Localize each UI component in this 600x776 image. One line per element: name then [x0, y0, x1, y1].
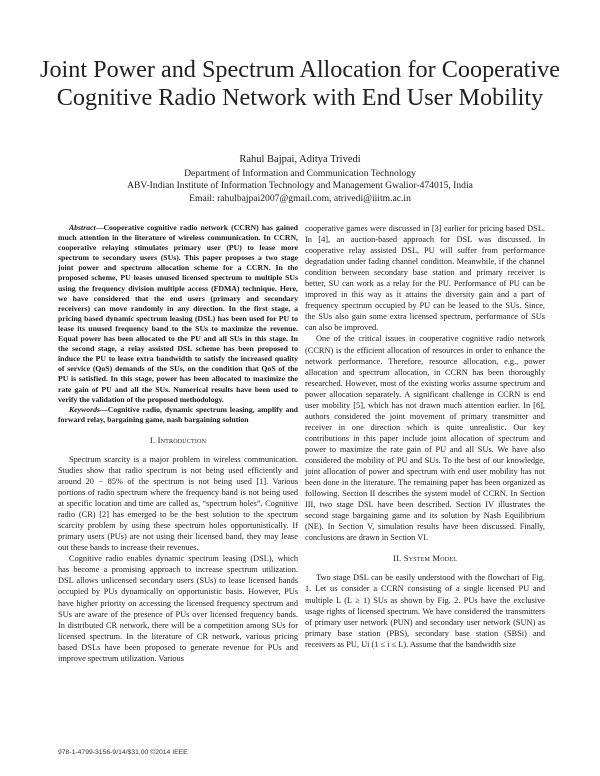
- section-heading-introduction: I. Introduction: [149, 434, 207, 445]
- keywords-text: —Cognitive radio, dynamic spectrum leasing, amplify and forward relay, bargaining game, nash bargaining solution: [58, 404, 298, 424]
- abstract-label: Abstract: [69, 223, 96, 232]
- section-heading-system-model: II. System Model: [392, 553, 458, 564]
- paper-title: Joint Power and Spectrum Allocation for Cooperative Cognitive Radio Network with End User Mobility: [40, 56, 560, 112]
- affiliation-institute: ABV-Indian Institute of Information Technology and Management Gwalior-474015, India: [127, 180, 473, 192]
- abstract: [58, 223, 298, 405]
- abstract-text: —Cooperative cognitive radio network (CCRN) has gained much attention in the literature of wireless communication. In CCRN, cooperative relaying stimulates primary user (PU) to lease more spectrum to secondary users (SUs). This paper proposes a two stage joint power and spectrum allocation scheme for a CCRN. In the proposed scheme, PU leases unused licensed spectrum to multiple SUs using the frequency division multiple access (FDMA) technique. Here, we have considered that the end users (primary and secondary receivers) can move randomly in any direction. In the first stage, a pricing based dynamic spectrum leasing (DSL) has been used for PU to lease its unused frequency band to the SUs to maximize the revenue. Equal power has been allocated to the PU and all SUs in this stage. In the second stage, a relay assisted DSL scheme has been proposed to induce the PU to lease extra bandwidth to satisfy the increased quality of service (QoS) demands of the SUs, on the condition that QoS of the PU is satisfied. In this stage, power has been allocated to maximize the rate gain of PU and all the SUs. Numerical results have been used to verify the validation of the proposed methodology.: [58, 223, 298, 404]
- system-model-paragraph: Two stage DSL can be easily understood with the flowchart of Fig. 1. Let us consider a CCRN consisting of a single licensed PU and multiple L (L ≥ 1) SUs as shown by Fig. 2. PUs have the exclusive usage rights of licensed spectrum. We have considered the transmitters of primary user network (PUN) and secondary user network (SUN) as primary base station (PBS), secondary base station (SBSi) and receivers as PU, Ui (1 ≤ i ≤ L). Assume that the bandwidth size: [305, 573, 545, 649]
- copyright-footer: 978-1-4799-3156-9/14/$31.00 ©2014 IEEE: [58, 749, 188, 756]
- left-column: [58, 223, 298, 664]
- intro-paragraph-3: cooperative games were discussed in [3] earlier for pricing based DSL. In [4], an auction-based approach for DSL was discussed. In cooperative relay assisted DSL, PU will suffer from performance degradation under fading channel condition. Meanwhile, if the channel condition between secondary base station and primary receiver is better, SU can work as a relay for the PU. Performance of PU can be improved in this way as it attains the diversity gain and a part of frequency spectrum occupied by PU can be leased to the SUs. Since, the SUs also gain some extra licensed spectrum, performance of SUs can also be improved.: [305, 224, 545, 333]
- intro-paragraph-1: Spectrum scarcity is a major problem in wireless communication. Studies show that radio spectrum is not being used efficiently and around 20 − 85% of the spectrum is not being used [1]. Various portions of radio spectrum where the frequency band is not being used at specific location and time are called as, “spectrum holes”. Cognitive radio (CR) [2] has emerged to be the best solution to the spectrum scarcity problem by using these spectrum holes opportunistically. If primary users (PUs) are not using their licensed band, they may lease out these bands to increase their revenues.: [58, 454, 298, 553]
- affiliation-department: Department of Information and Communication Technology: [184, 168, 416, 179]
- keywords: [58, 405, 298, 425]
- right-column: [305, 223, 545, 650]
- affiliation-block: [30, 168, 570, 205]
- author-names: Rahul Bajpai, Aditya Trivedi: [239, 154, 361, 165]
- author-emails: Email: rahulbajpai2007@gmail.com, atrivedi@iiitm.ac.in: [189, 192, 411, 204]
- intro-paragraph-4: One of the critical issues in cooperative cognitive radio network (CCRN) is the efficient allocation of resources in order to enhance the network performance. Therefore, resource allocation, e.g., power allocation and spectrum allocation, in CCRN has been thoroughly researched. However, most of the existing works assume spectrum and power allocation separately. A significant challenge in CCRN is end user mobility [5], which has not drawn much attention earlier. In [6], authors considered the joint movement of primary transmitter and receiver in one direction which is quite unrealistic. Our key contributions in this paper include joint allocation of spectrum and power to maximize the rate gain of PU and all SUs. We have also considered the mobility of PU and SUs. To the best of our knowledge, joint allocation of power and spectrum with end user mobility has not been done in the literature. The remaining paper has been organized as following. Section II describes the system model of CCRN. In Section III, two stage DSL have been described. Section IV illustrates the second stage bargaining game and its solution by Nash Equilibrium (NE). In Section V, simulation results have been discussed. Finally, conclusions are drawn in Section VI.: [305, 334, 545, 543]
- keywords-label: Keywords: [69, 404, 100, 414]
- intro-paragraph-2: Cognitive radio enables dynamic spectrum leasing (DSL), which has become a promising approach to increase spectrum utilization. DSL allows unlicensed secondary users (SUs) to lease licensed bands occupied by PUs dynamically on opportunistic basis. However, PUs have higher priority on accessing the licensed frequency spectrum and SUs are aware of the presence of PUs over licensed frequency bands. In distributed CR network, there will be a competition among SUs for licensed spectrum. In the literature of CR network, various pricing based DSLs have been proposed to generate revenue for PUs and improve spectrum utilization. Various: [58, 554, 298, 663]
